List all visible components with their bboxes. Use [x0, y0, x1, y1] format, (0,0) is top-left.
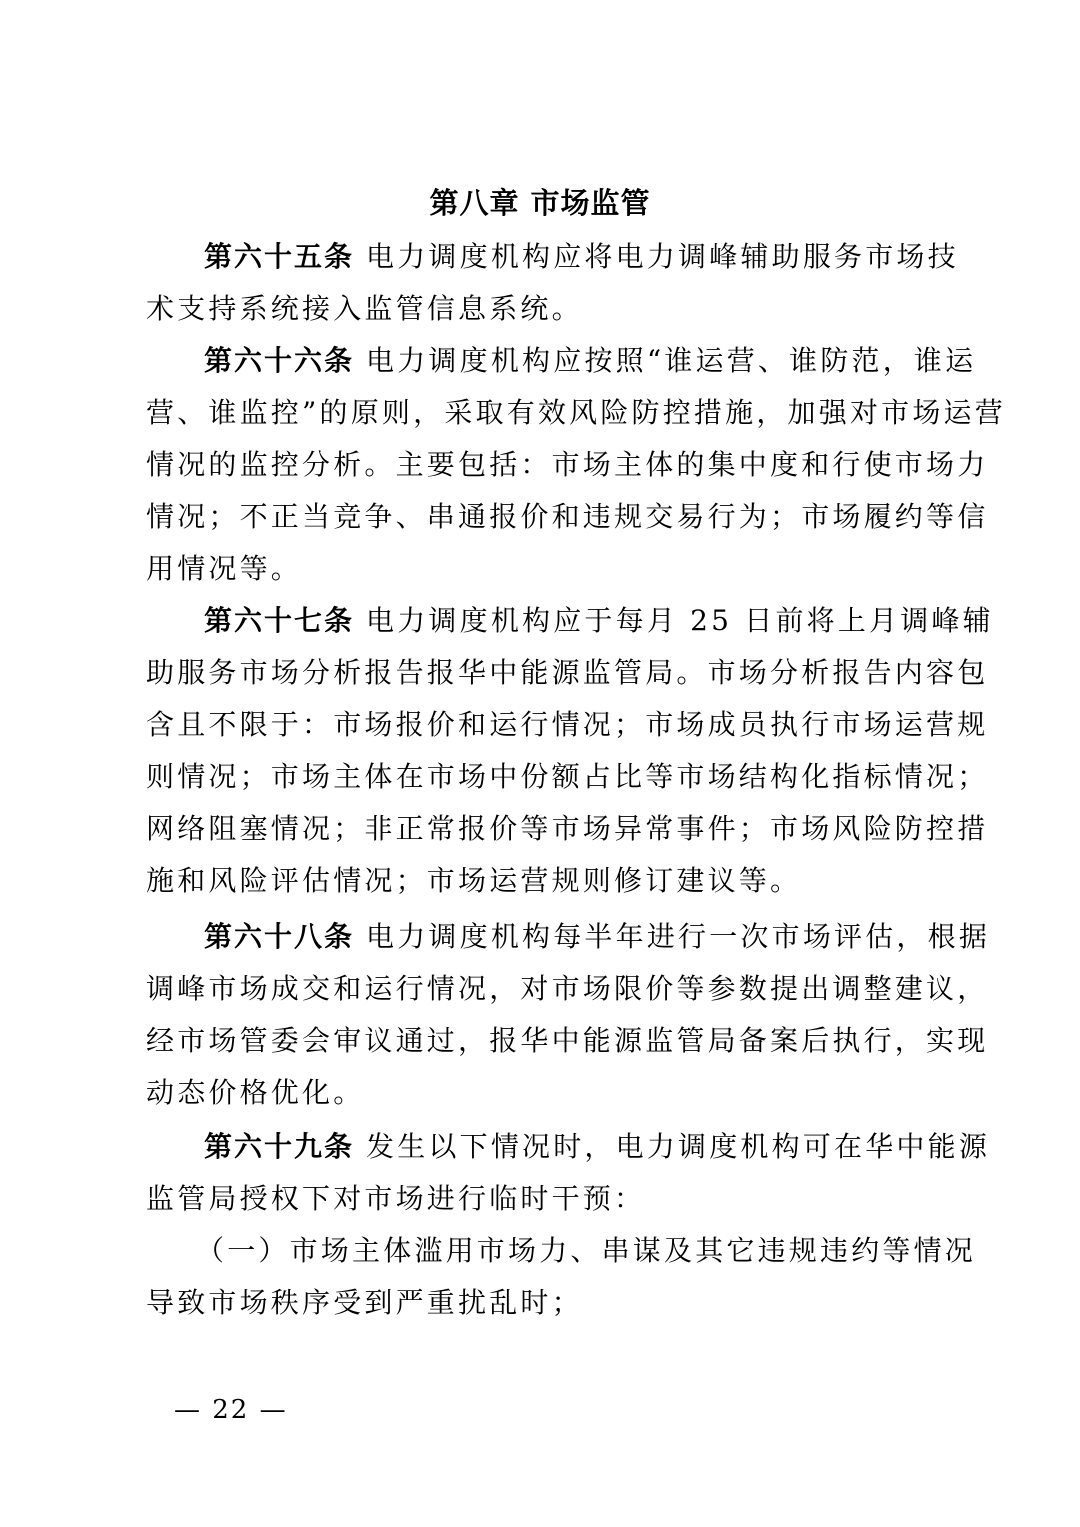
- article-67-line-2: 助服务市场分析报告报华中能源监管局。市场分析报告内容包: [146, 656, 989, 689]
- article-67-line-5: 网络阻塞情况；非正常报价等市场异常事件；市场风险防控措: [146, 812, 989, 845]
- chapter-title: 第八章 市场监管: [429, 186, 651, 220]
- page-number: — 22 —: [174, 1395, 288, 1425]
- article-67-line-1: [204, 599, 994, 643]
- article-68-line-4: 动态价格优化。: [146, 1076, 365, 1109]
- article-66-line-5: 用情况等。: [146, 552, 303, 585]
- article-text: 电力调度机构应于每月 25 日前将上月调峰辅: [366, 604, 994, 637]
- article-69-line-2: 监管局授权下对市场进行临时干预：: [146, 1182, 646, 1215]
- article-67-line-6: 施和风险评估情况；市场运营规则修订建议等。: [146, 864, 802, 897]
- article-68-line-1: [204, 915, 991, 959]
- item-1-line-2: 导致市场秩序受到严重扰乱时；: [146, 1286, 583, 1319]
- article-69-line-1: [204, 1125, 991, 1169]
- article-label: 第六十六条: [204, 344, 355, 377]
- article-label: 第六十五条: [204, 240, 355, 273]
- article-text: 电力调度机构应按照“谁运营、谁防范，谁运: [366, 344, 977, 377]
- article-66-line-4: 情况；不正当竞争、串通报价和违规交易行为；市场履约等信: [146, 500, 989, 533]
- article-65-line-1: [204, 235, 959, 279]
- article-label: 第六十九条: [204, 1130, 355, 1163]
- article-68-line-3: 经市场管委会审议通过，报华中能源监管局备案后执行，实现: [146, 1024, 989, 1057]
- item-1-line-1: （一）市场主体滥用市场力、串谋及其它违规违约等情况: [196, 1234, 977, 1267]
- article-text: 电力调度机构每半年进行一次市场评估，根据: [366, 920, 991, 953]
- article-text: 电力调度机构应将电力调峰辅助服务市场技: [366, 240, 959, 273]
- article-65-line-2: 术支持系统接入监管信息系统。: [146, 292, 583, 325]
- article-66-line-3: 情况的监控分析。主要包括：市场主体的集中度和行使市场力: [146, 448, 989, 481]
- article-67-line-3: 含且不限于：市场报价和运行情况；市场成员执行市场运营规: [146, 708, 989, 741]
- article-67-line-4: 则情况；市场主体在市场中份额占比等市场结构化指标情况；: [146, 760, 989, 793]
- article-label: 第六十七条: [204, 604, 355, 637]
- article-label: 第六十八条: [204, 920, 355, 953]
- article-68-line-2: 调峰市场成交和运行情况，对市场限价等参数提出调整建议，: [146, 972, 989, 1005]
- article-66-line-1: [204, 339, 977, 383]
- article-text: 发生以下情况时，电力调度机构可在华中能源: [366, 1130, 991, 1163]
- article-66-line-2: 营、谁监控”的原则，采取有效风险防控措施，加强对市场运营: [146, 396, 1006, 429]
